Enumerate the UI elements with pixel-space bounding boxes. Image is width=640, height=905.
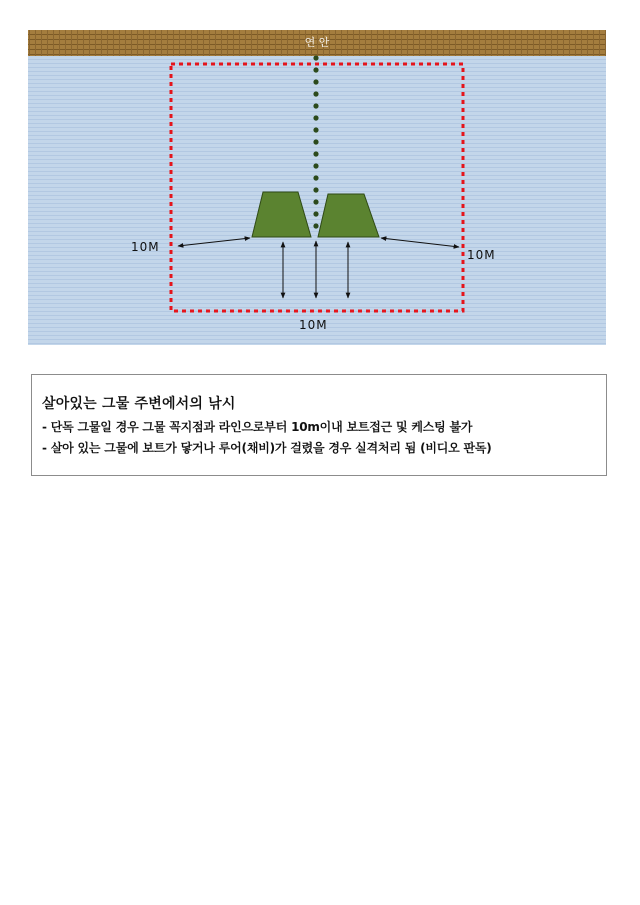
dimension-right-label: 10M: [467, 248, 496, 262]
dimension-left-label: 10M: [131, 240, 160, 254]
rule-title: 살아있는 그물 주변에서의 낚시: [42, 396, 236, 412]
fishing-zone-diagram: [0, 0, 640, 360]
shore-label: 연 안: [304, 36, 330, 49]
rule-line-1: - 단독 그물일 경우 그물 꼭지점과 라인으로부터 10m이내 보트접근 및 케스팅 불가: [42, 420, 473, 434]
water-area: [28, 30, 606, 345]
dimension-bottom-label: 10M: [299, 318, 328, 332]
rule-line-2: - 살아 있는 그물에 보트가 닿거나 루어(채비)가 걸렸을 경우 실격처리 됨 (비디오 판독): [42, 441, 492, 455]
rule-box: [31, 374, 607, 476]
net-rope-line: [313, 55, 318, 228]
